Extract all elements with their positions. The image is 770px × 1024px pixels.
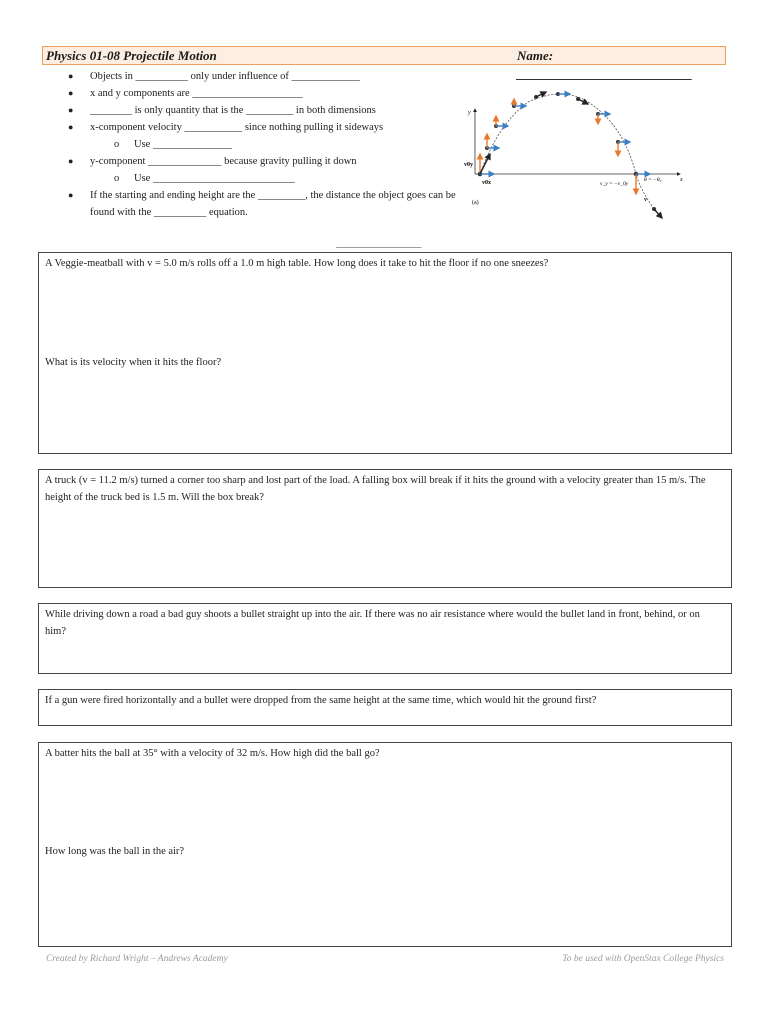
v0x-label: v0x [482, 180, 491, 186]
problem-box [38, 742, 732, 947]
vy-label: v_y = −v_0y [600, 181, 629, 187]
question-text: If a gun were fired horizontally and a bullet were dropped from the same height at the same time, which would hit the ground first? [45, 695, 597, 706]
sub-list-item [66, 136, 456, 153]
sub-list-item [66, 170, 456, 187]
note-text: y-component ______________ because gravity pulling it down [90, 156, 357, 167]
v-label: v [644, 197, 647, 203]
sub-bullet-icon: o [114, 139, 120, 150]
problem-box [38, 469, 732, 588]
page-title: Physics 01-08 Projectile Motion [46, 48, 217, 63]
note-text: Use _______________ [134, 139, 232, 150]
bullet-icon: ● [68, 122, 74, 132]
note-text: Use ___________________________ [134, 173, 295, 184]
footer-source: To be used with OpenStax College Physics [562, 954, 724, 964]
bullet-icon: ● [68, 88, 74, 98]
y-axis-label: y [468, 110, 471, 116]
velocity-vectors [480, 92, 662, 218]
bullet-icon: ● [68, 156, 74, 166]
v0y-label: v0y [464, 162, 473, 168]
list-item [66, 187, 456, 221]
note-text: If the starting and ending height are the _________, the distance the object goes can be found with the __________ equation. [90, 190, 456, 218]
section-divider: ___________________ [336, 239, 422, 249]
question-text: How long was the ball in the air? [45, 846, 185, 857]
bullet-icon: ● [68, 71, 74, 81]
problem-box [38, 603, 732, 674]
footer-credit: Created by Richard Wright – Andrews Academy [46, 954, 228, 964]
bullet-icon: ● [68, 105, 74, 115]
question-text: A truck (v = 11.2 m/s) turned a corner too sharp and lost part of the load. A falling box will break if it hits the ground with a velocity greater than 15 m/s. The height of the truck bed is 1.5 m. Will the box break? [45, 475, 706, 503]
x-axis-label: x [680, 177, 683, 183]
problem-box [38, 689, 732, 726]
list-item [66, 119, 456, 136]
list-item [66, 68, 456, 85]
note-text: x-component velocity ___________ since nothing pulling it sideways [90, 122, 384, 133]
list-item [66, 102, 456, 119]
note-text: Objects in __________ only under influence of _____________ [90, 71, 360, 82]
list-item [66, 85, 456, 102]
diagram-label: (a) [472, 200, 479, 206]
question-text: What is its velocity when it hits the floor? [45, 357, 222, 368]
name-field: Name: ___________________________ [517, 48, 693, 81]
bullet-icon: ● [68, 190, 74, 200]
trajectory-path [480, 94, 654, 209]
note-text: ________ is only quantity that is the _________ in both dimensions [90, 105, 376, 116]
projectile-motion-diagram [458, 84, 690, 224]
question-text: While driving down a road a bad guy shoots a bullet straight up into the air. If there was no air resistance where would the bullet land in front, behind, or on him? [45, 609, 700, 637]
list-item [66, 153, 456, 170]
problem-box [38, 252, 732, 454]
notes-list [66, 68, 456, 221]
projectile-points [478, 92, 656, 211]
theta-label: θ = −θ₀ [644, 177, 662, 183]
sub-bullet-icon: o [114, 173, 120, 184]
note-text: x and y components are _____________________ [90, 88, 303, 99]
question-text: A Veggie-meatball with v = 5.0 m/s rolls off a 1.0 m high table. How long does it take to hit the floor if no one sneezes? [45, 258, 549, 269]
question-text: A batter hits the ball at 35° with a velocity of 32 m/s. How high did the ball go? [45, 748, 380, 759]
